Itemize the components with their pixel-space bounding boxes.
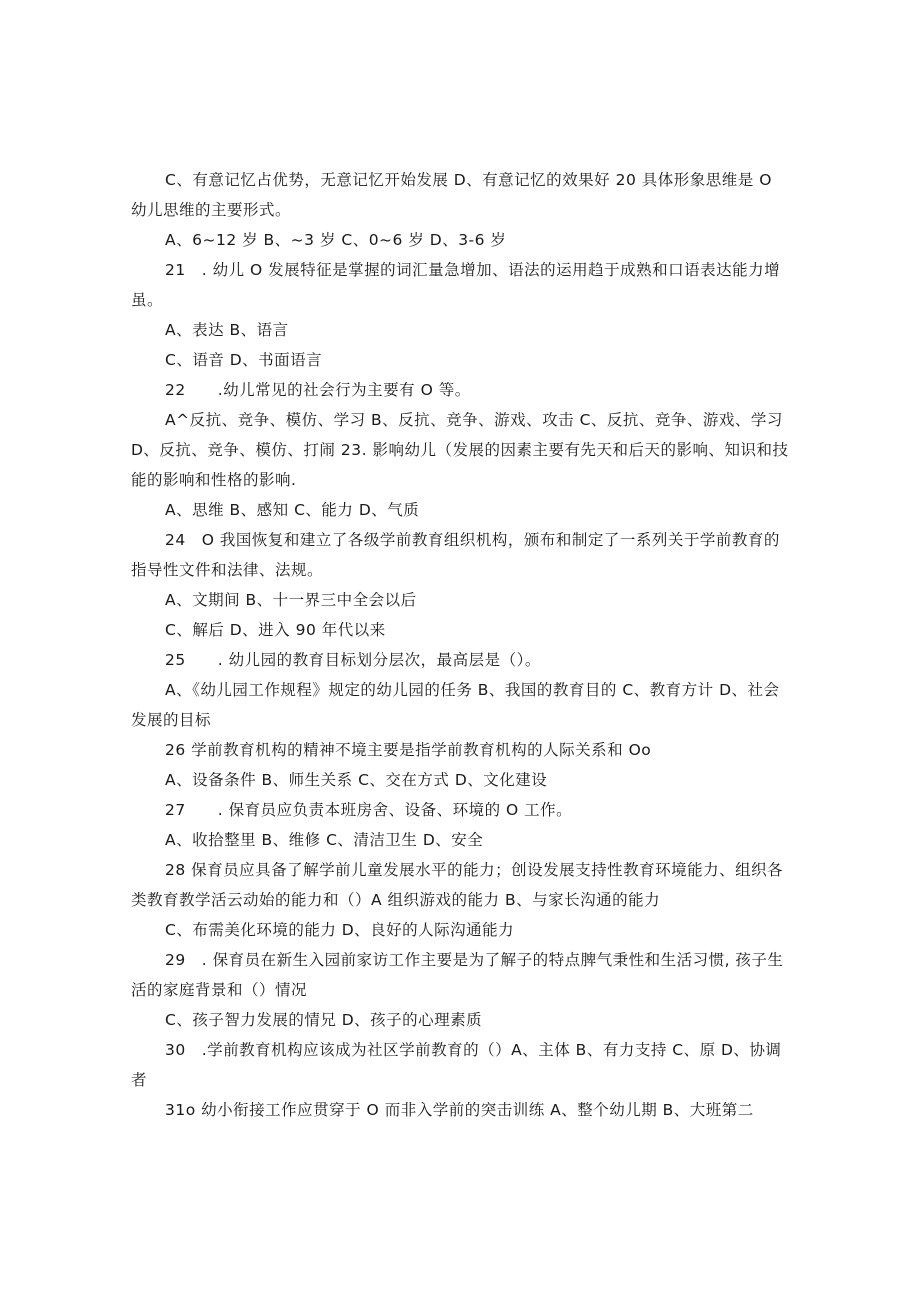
paragraph-q28-choices-cd: C、布需美化环境的能力 D、良好的人际沟通能力 xyxy=(165,921,515,939)
paragraph-q28: 28 保育员应具备了解学前儿童发展水平的能力；创设发展支持性教育环境能力、组织各类教育教学活云动始的能力和（）A 组织游戏的能力 B、与家长沟通的能力 xyxy=(131,861,784,909)
paragraph-q21-choices-ab: A、表达 B、语言 xyxy=(165,321,289,339)
paragraph-q26: 26 学前教育机构的精神不境主要是指学前教育机构的人际关系和 Oo xyxy=(165,741,652,759)
paragraph-q20-choices: A、6~12 岁 B、~3 岁 C、0~6 岁 D、3-6 岁 xyxy=(165,231,507,249)
paragraph-q29: 29 . 保育员在新生入园前家访工作主要是为了解子的特点脾气秉性和生活习惯, 孩子生活的家庭背景和（）情况 xyxy=(131,951,784,999)
paragraph-q21-choices-cd: C、语音 D、书面语言 xyxy=(165,351,323,369)
paragraph-q26-choices: A、设备条件 B、师生关系 C、交在方式 D、文化建设 xyxy=(165,771,548,789)
paragraph-q31: 31o 幼小衔接工作应贯穿于 O 而非入学前的突击训练 A、整个幼儿期 B、大班第二 xyxy=(165,1101,754,1119)
paragraph-q24-choices-ab: A、文期间 B、十一界三中全会以后 xyxy=(165,591,417,609)
paragraph-q29-choices-cd: C、孩子智力发展的情兄 D、孩子的心理素质 xyxy=(165,1011,483,1029)
paragraph-q25-choices: A、《幼儿园工作规程》规定的幼儿园的任务 B、我国的教育目的 C、教育方计 D、社会发展的目标 xyxy=(131,681,780,729)
paragraph-q23-choices: A、思维 B、感知 C、能力 D、气质 xyxy=(165,501,420,519)
paragraph-q24: 24 O 我国恢复和建立了各级学前教育组织机构，颁布和制定了一系列关于学前教育的指导性文件和法律、法规。 xyxy=(131,531,780,579)
document-body xyxy=(131,165,791,1125)
paragraph-q21: 21 . 幼儿 O 发展特征是掌握的词汇量急增加、语法的运用趋于成熟和口语表达能力增虽。 xyxy=(131,261,781,309)
paragraph-q22: 22 .幼儿常见的社会行为主要有 O 等。 xyxy=(165,381,471,399)
paragraph-q27: 27 . 保育员应负责本班房舍、设备、环境的 O 工作。 xyxy=(165,801,573,819)
paragraph-q27-choices: A、收拾整里 B、维修 C、清洁卫生 D、安全 xyxy=(165,831,484,849)
paragraph-q20-options-and-q20: C、有意记忆占优势，无意记忆开始发展 D、有意记忆的效果好 20 具体形象思维是 O 幼儿思维的主要形式。 xyxy=(131,171,772,219)
paragraph-q30: 30 .学前教育机构应该成为社区学前教育的（）A、主体 B、有力支持 C、原 D、协调者 xyxy=(131,1041,782,1089)
paragraph-q25: 25 . 幼儿园的教育目标划分层次，最高层是（）。 xyxy=(165,651,541,669)
paragraph-q24-choices-cd: C、解后 D、进入 90 年代以来 xyxy=(165,621,386,639)
paragraph-q22-choices-and-q23: A^反抗、竞争、模仿、学习 B、反抗、竞争、游戏、攻击 C、反抗、竞争、游戏、学习 D、反抗、竞争、模仿、打闹 23. 影响幼儿（发展的因素主要有先天和后天的影响、知识和技能的影响和性格的影响. xyxy=(131,411,789,489)
